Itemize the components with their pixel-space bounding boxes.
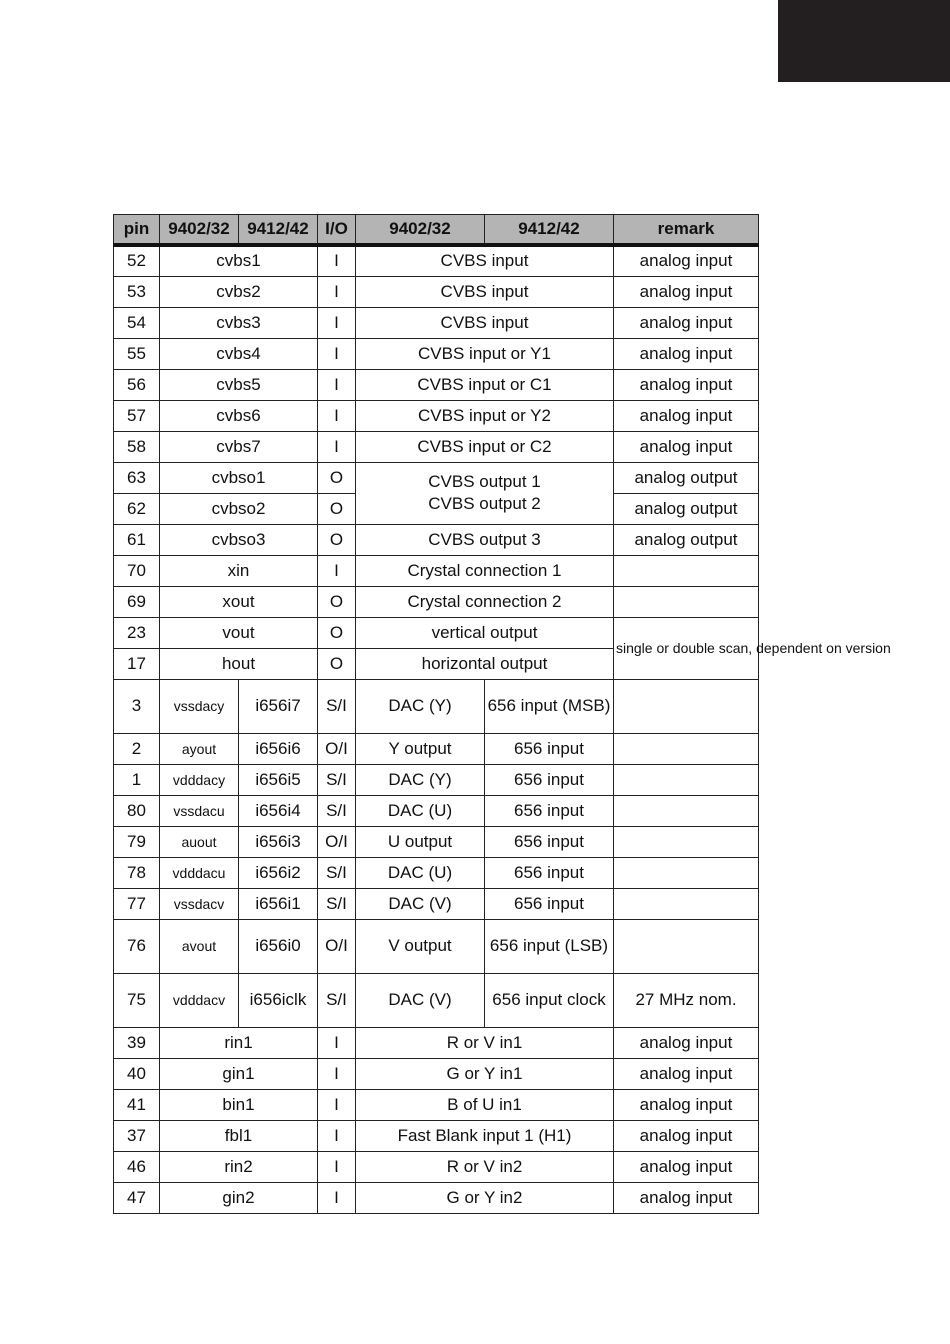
desc-cell-9402: DAC (Y): [356, 764, 485, 795]
table-row: [114, 857, 759, 888]
name-cell: cvbs2: [160, 276, 318, 307]
header-desc-9412: 9412/42: [485, 215, 614, 246]
table-row: [114, 888, 759, 919]
pin-cell: 55: [114, 338, 160, 369]
table-row: [114, 1182, 759, 1213]
pin-cell: 77: [114, 888, 160, 919]
pin-cell: 2: [114, 733, 160, 764]
remark-cell: analog input: [614, 369, 759, 400]
io-cell: O: [318, 586, 356, 617]
name-cell-9402: vdddacy: [160, 764, 239, 795]
table-row: [114, 431, 759, 462]
io-cell: S/I: [318, 888, 356, 919]
table-row: [114, 1151, 759, 1182]
desc-cell-9412: 656 input: [485, 795, 614, 826]
table-row: [114, 276, 759, 307]
remark-cell: [614, 586, 759, 617]
io-cell: I: [318, 338, 356, 369]
pin-cell: 76: [114, 919, 160, 973]
remark-cell: analog output: [614, 462, 759, 493]
name-cell-9402: vssdacy: [160, 679, 239, 733]
table-row: [114, 462, 759, 493]
pin-cell: 56: [114, 369, 160, 400]
pin-cell: 78: [114, 857, 160, 888]
pin-cell: 54: [114, 307, 160, 338]
name-cell: cvbso3: [160, 524, 318, 555]
remark-cell: analog output: [614, 493, 759, 524]
desc-cell-9402: V output: [356, 919, 485, 973]
io-cell: I: [318, 1182, 356, 1213]
name-cell: rin1: [160, 1027, 318, 1058]
table-row: [114, 617, 759, 648]
name-cell-9412: i656i6: [239, 733, 318, 764]
header-io: I/O: [318, 215, 356, 246]
remark-cell: [614, 795, 759, 826]
name-cell-9412: i656i0: [239, 919, 318, 973]
name-cell-9402: vdddacv: [160, 973, 239, 1027]
remark-cell: analog input: [614, 276, 759, 307]
pin-cell: 57: [114, 400, 160, 431]
io-cell: I: [318, 1089, 356, 1120]
pin-cell: 62: [114, 493, 160, 524]
table-row: [114, 1089, 759, 1120]
desc-cell-9402: U output: [356, 826, 485, 857]
table-row: [114, 1120, 759, 1151]
desc-cell-9402: DAC (U): [356, 857, 485, 888]
pin-cell: 37: [114, 1120, 160, 1151]
name-cell: xin: [160, 555, 318, 586]
name-cell-9412: i656i3: [239, 826, 318, 857]
pin-cell: 17: [114, 648, 160, 679]
desc-cell-9402: DAC (V): [356, 973, 485, 1027]
table-row: [114, 245, 759, 276]
desc-cell-9412: 656 input (LSB): [485, 919, 614, 973]
pin-cell: 69: [114, 586, 160, 617]
desc-cell: Fast Blank input 1 (H1): [356, 1120, 614, 1151]
remark-cell: [614, 919, 759, 973]
name-cell: cvbso2: [160, 493, 318, 524]
name-cell-9402: vssdacv: [160, 888, 239, 919]
io-cell: I: [318, 369, 356, 400]
pin-cell: 23: [114, 617, 160, 648]
io-cell: I: [318, 245, 356, 276]
remark-cell: analog input: [614, 1182, 759, 1213]
desc-cell-9412: 656 input: [485, 826, 614, 857]
table-row: [114, 679, 759, 733]
desc-cell-9402: DAC (V): [356, 888, 485, 919]
io-cell: I: [318, 1058, 356, 1089]
table-row: [114, 795, 759, 826]
desc-cell: Crystal connection 2: [356, 586, 614, 617]
io-cell: S/I: [318, 764, 356, 795]
desc-line: CVBS output 1: [428, 472, 541, 491]
remark-cell: [614, 857, 759, 888]
io-cell: O: [318, 462, 356, 493]
name-cell: vout: [160, 617, 318, 648]
header-desc-9402: 9402/32: [356, 215, 485, 246]
name-cell: gin2: [160, 1182, 318, 1213]
remark-cell: analog input: [614, 307, 759, 338]
pin-cell: 70: [114, 555, 160, 586]
table-row: [114, 369, 759, 400]
io-cell: I: [318, 1027, 356, 1058]
io-cell: S/I: [318, 795, 356, 826]
io-cell: O/I: [318, 826, 356, 857]
desc-cell: CVBS input: [356, 245, 614, 276]
desc-cell: G or Y in1: [356, 1058, 614, 1089]
remark-cell: [614, 679, 759, 733]
remark-cell: analog input: [614, 1058, 759, 1089]
table-row: [114, 586, 759, 617]
table-row: [114, 524, 759, 555]
name-cell: fbl1: [160, 1120, 318, 1151]
name-cell-9402: avout: [160, 919, 239, 973]
io-cell: I: [318, 400, 356, 431]
remark-cell-merged: single or double scan, dependent on version: [614, 617, 759, 679]
table-row: [114, 764, 759, 795]
name-cell-9412: i656i4: [239, 795, 318, 826]
io-cell: I: [318, 307, 356, 338]
io-cell: O: [318, 524, 356, 555]
table-row: [114, 733, 759, 764]
io-cell: I: [318, 1151, 356, 1182]
header-row: [114, 215, 759, 246]
desc-cell-9412: 656 input clock: [485, 973, 614, 1027]
desc-cell: CVBS input: [356, 276, 614, 307]
header-remark: remark: [614, 215, 759, 246]
io-cell: O: [318, 648, 356, 679]
io-cell: I: [318, 1120, 356, 1151]
name-cell: gin1: [160, 1058, 318, 1089]
io-cell: O: [318, 617, 356, 648]
pin-cell: 46: [114, 1151, 160, 1182]
desc-cell: CVBS input or C1: [356, 369, 614, 400]
pin-cell: 1: [114, 764, 160, 795]
desc-cell-9402: DAC (U): [356, 795, 485, 826]
pin-table: [113, 214, 891, 1214]
remark-cell: [614, 888, 759, 919]
desc-cell: B of U in1: [356, 1089, 614, 1120]
desc-cell: G or Y in2: [356, 1182, 614, 1213]
table-row: [114, 919, 759, 973]
pin-cell: 58: [114, 431, 160, 462]
desc-cell: CVBS output 3: [356, 524, 614, 555]
name-cell-9412: i656i2: [239, 857, 318, 888]
name-cell: cvbs7: [160, 431, 318, 462]
io-cell: I: [318, 276, 356, 307]
corner-tab-block: [778, 0, 950, 82]
remark-cell: 27 MHz nom.: [614, 973, 759, 1027]
name-cell-9402: vssdacu: [160, 795, 239, 826]
io-cell: O/I: [318, 919, 356, 973]
desc-cell: R or V in1: [356, 1027, 614, 1058]
io-cell: S/I: [318, 857, 356, 888]
table-row: [114, 555, 759, 586]
remark-cell: analog input: [614, 400, 759, 431]
name-cell: cvbs1: [160, 245, 318, 276]
io-cell: S/I: [318, 973, 356, 1027]
remark-cell: analog input: [614, 245, 759, 276]
name-cell: cvbs6: [160, 400, 318, 431]
pin-cell: 40: [114, 1058, 160, 1089]
remark-cell: analog input: [614, 431, 759, 462]
pin-cell: 53: [114, 276, 160, 307]
header-name-9412: 9412/42: [239, 215, 318, 246]
remark-cell: [614, 555, 759, 586]
desc-cell: R or V in2: [356, 1151, 614, 1182]
remark-cell: analog input: [614, 338, 759, 369]
desc-cell-9402: Y output: [356, 733, 485, 764]
desc-cell: CVBS input or C2: [356, 431, 614, 462]
pin-cell: 75: [114, 973, 160, 1027]
name-cell-9402: ayout: [160, 733, 239, 764]
io-cell: I: [318, 555, 356, 586]
remark-cell: analog input: [614, 1027, 759, 1058]
desc-cell: Crystal connection 1: [356, 555, 614, 586]
pin-cell: 63: [114, 462, 160, 493]
pin-cell: 52: [114, 245, 160, 276]
table-row: [114, 307, 759, 338]
name-cell: xout: [160, 586, 318, 617]
desc-cell-9412: 656 input (MSB): [485, 679, 614, 733]
desc-cell: CVBS input or Y2: [356, 400, 614, 431]
name-cell: cvbs5: [160, 369, 318, 400]
io-cell: S/I: [318, 679, 356, 733]
table-row: [114, 826, 759, 857]
name-cell-9412: i656i1: [239, 888, 318, 919]
name-cell: cvbs4: [160, 338, 318, 369]
desc-cell: CVBS input: [356, 307, 614, 338]
desc-cell-9412: 656 input: [485, 733, 614, 764]
desc-cell: CVBS input or Y1: [356, 338, 614, 369]
table-row: [114, 338, 759, 369]
name-cell: rin2: [160, 1151, 318, 1182]
desc-cell-9412: 656 input: [485, 888, 614, 919]
io-cell: I: [318, 431, 356, 462]
remark-cell: [614, 764, 759, 795]
name-cell: hout: [160, 648, 318, 679]
name-cell-9412: i656i5: [239, 764, 318, 795]
pin-cell: 61: [114, 524, 160, 555]
table-row: [114, 1027, 759, 1058]
desc-cell-9412: 656 input: [485, 764, 614, 795]
remark-cell: analog input: [614, 1120, 759, 1151]
name-cell-9412: i656i7: [239, 679, 318, 733]
pin-cell: 47: [114, 1182, 160, 1213]
desc-cell: vertical output: [356, 617, 614, 648]
name-cell: bin1: [160, 1089, 318, 1120]
pin-cell: 39: [114, 1027, 160, 1058]
pin-cell: 3: [114, 679, 160, 733]
io-cell: O: [318, 493, 356, 524]
table-row: [114, 400, 759, 431]
desc-cell: horizontal output: [356, 648, 614, 679]
io-cell: O/I: [318, 733, 356, 764]
header-pin: pin: [114, 215, 160, 246]
name-cell-9402: auout: [160, 826, 239, 857]
desc-cell-merged: [356, 462, 614, 524]
pin-cell: 41: [114, 1089, 160, 1120]
name-cell-9402: vdddacu: [160, 857, 239, 888]
remark-cell: analog input: [614, 1151, 759, 1182]
remark-cell: [614, 733, 759, 764]
desc-cell-9412: 656 input: [485, 857, 614, 888]
name-cell: cvbso1: [160, 462, 318, 493]
table-row: [114, 973, 759, 1027]
remark-cell: analog input: [614, 1089, 759, 1120]
desc-cell-9402: DAC (Y): [356, 679, 485, 733]
pin-cell: 79: [114, 826, 160, 857]
name-cell: cvbs3: [160, 307, 318, 338]
desc-line: CVBS output 2: [428, 494, 541, 513]
remark-cell: analog output: [614, 524, 759, 555]
name-cell-9412: i656iclk: [239, 973, 318, 1027]
header-name-9402: 9402/32: [160, 215, 239, 246]
table-row: [114, 1058, 759, 1089]
pin-cell: 80: [114, 795, 160, 826]
remark-cell: [614, 826, 759, 857]
